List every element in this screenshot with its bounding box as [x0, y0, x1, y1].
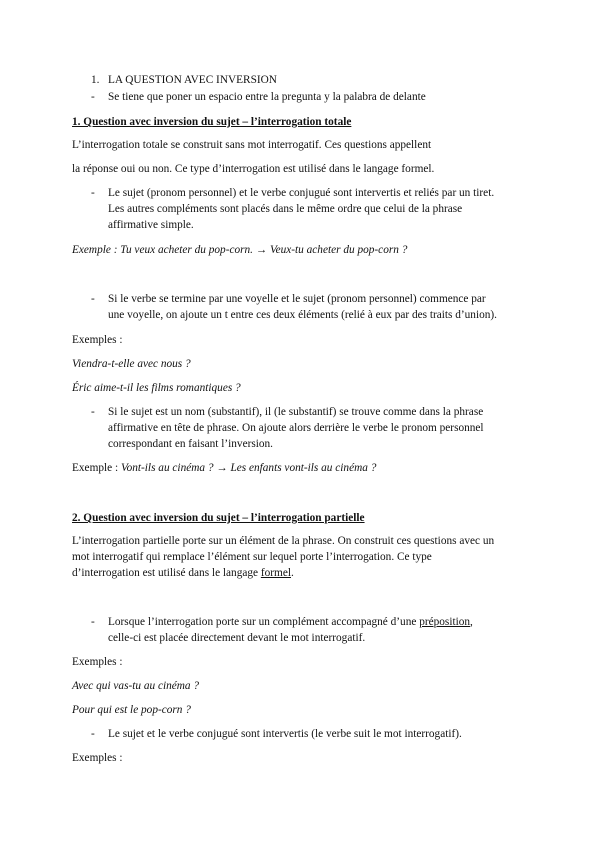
- title-note: Se tiene que poner un espacio entre la pregunta y la palabra de delante: [108, 91, 426, 103]
- section2-intro-line3: [72, 566, 294, 580]
- note-bullet: -: [91, 91, 95, 103]
- section1-example4: [72, 461, 376, 475]
- section2-intro-line3-b: .: [290, 567, 294, 579]
- section1-bullet2-line1: Si le verbe se termine par une voyelle et le sujet (pronom personnel) commence par: [108, 293, 486, 305]
- section1-bullet1-dash: -: [91, 187, 95, 199]
- section1-example4-prefix: Exemple :: [72, 462, 121, 474]
- section2-intro-line3-a: d’interrogation est utilisé dans le langage: [72, 567, 261, 579]
- section1-bullet1-line2: Les autres compléments sont placés dans le même ordre que celui de la phrase: [108, 203, 463, 215]
- section1-intro-line1: L’interrogation totale se construit sans mot interrogatif. Ces questions appellent: [72, 139, 432, 151]
- section2-bullet2-dash: -: [91, 728, 95, 740]
- section1-example3: Éric aime-t-il les films romantiques ?: [72, 382, 241, 394]
- section1-intro-line2: la réponse oui ou non. Ce type d’interrogation est utilisé dans le langage formel.: [72, 163, 435, 175]
- section1-heading: 1. Question avec inversion du sujet – l’interrogation totale: [72, 116, 352, 128]
- section2-examples-label: Exemples :: [72, 656, 123, 668]
- section1-bullet1-line1: Le sujet (pronom personnel) et le verbe conjugué sont intervertis et reliés par un tiret.: [108, 187, 495, 199]
- section1-bullet3-line3: correspondant en faisant l’inversion.: [108, 438, 274, 450]
- section1-bullet3-line2: affirmative en tête de phrase. On ajoute alors derrière le verbe le pronom personnel: [108, 422, 484, 434]
- section2-bullet1-line1-a: Lorsque l’interrogation porte sur un complément accompagné d’une: [108, 616, 420, 628]
- section1-bullet3-dash: -: [91, 406, 95, 418]
- title-number: 1.: [91, 74, 100, 86]
- section2-heading: 2. Question avec inversion du sujet – l’interrogation partielle: [72, 512, 365, 524]
- section2-intro-line2: mot interrogatif qui remplace l’élément sur lequel porte l’interrogation. Ce type: [72, 551, 432, 563]
- section2-bullet1-line1: [108, 615, 473, 629]
- section1-bullet1-line3: affirmative simple.: [108, 219, 194, 231]
- section1-bullet3-line1: Si le sujet est un nom (substantif), il (le substantif) se trouve comme dans la phrase: [108, 406, 484, 418]
- section2-bullet2-line1: Le sujet et le verbe conjugué sont intervertis (le verbe suit le mot interrogatif).: [108, 728, 462, 740]
- section2-intro-line1: L’interrogation partielle porte sur un élément de la phrase. On construit ces questions avec un: [72, 535, 495, 547]
- section1-example4-text: Vont-ils au cinéma ? → Les enfants vont-ils au cinéma ?: [120, 462, 377, 474]
- section2-bullet1-dash: -: [91, 616, 95, 628]
- section2-bullet1-line2: celle-ci est placée directement devant le mot interrogatif.: [108, 632, 366, 644]
- section1-example1: Exemple : Tu veux acheter du pop-corn. → Veux-tu acheter du pop-corn ?: [72, 244, 408, 256]
- section2-examples-label2: Exemples :: [72, 752, 123, 764]
- section2-bullet1-line1-u: préposition: [419, 616, 471, 628]
- section1-bullet2-dash: -: [91, 293, 95, 305]
- section2-bullet1-line1-b: ,: [470, 616, 473, 628]
- section2-example1: Avec qui vas-tu au cinéma ?: [72, 680, 200, 692]
- section1-examples-label: Exemples :: [72, 334, 123, 346]
- page-title: LA QUESTION AVEC INVERSION: [108, 74, 277, 86]
- section1-bullet2-line2: une voyelle, on ajoute un t entre ces deux éléments (relié à eux par des traits d’union).: [108, 309, 497, 321]
- section1-example2: Viendra-t-elle avec nous ?: [72, 358, 191, 370]
- section2-example2: Pour qui est le pop-corn ?: [72, 704, 191, 716]
- section2-intro-line3-u: formel: [260, 567, 291, 579]
